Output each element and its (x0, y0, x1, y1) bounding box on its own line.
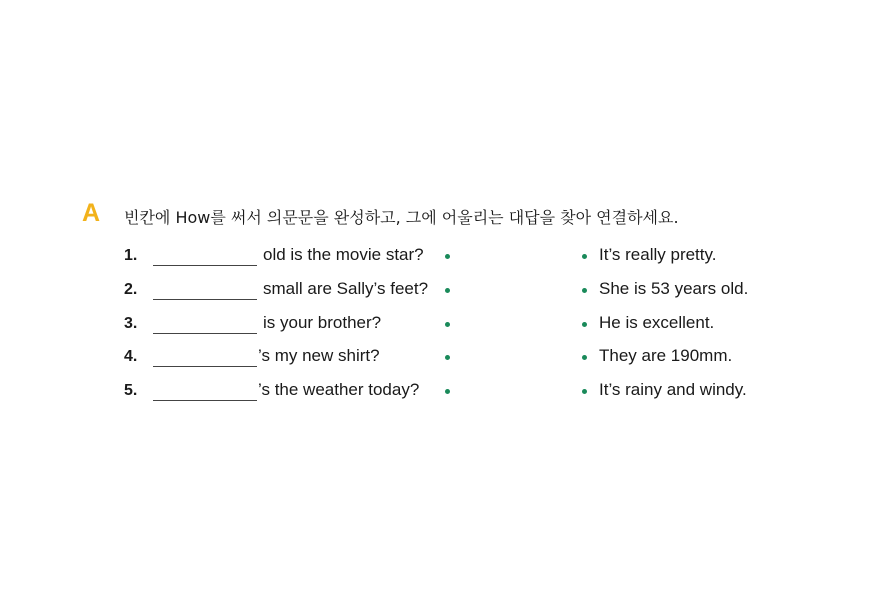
answer-blank[interactable] (153, 333, 257, 334)
question-match-dot[interactable] (445, 254, 450, 259)
answer-blank[interactable] (153, 299, 257, 300)
question-row-1 (0, 243, 873, 269)
answer-match-dot[interactable] (582, 389, 587, 394)
question-number: 3. (124, 315, 138, 332)
answer-blank[interactable] (153, 366, 257, 367)
question-text: small are Sally’s feet? (263, 279, 429, 298)
answer-match-dot[interactable] (582, 288, 587, 293)
answer-match-dot[interactable] (582, 254, 587, 259)
question-row-5 (0, 378, 873, 404)
answer-match-dot[interactable] (582, 322, 587, 327)
question-text: ’s my new shirt? (258, 346, 380, 365)
question-match-dot[interactable] (445, 288, 450, 293)
answer-text: It’s rainy and windy. (599, 380, 747, 399)
question-text: ’s the weather today? (258, 380, 420, 399)
answer-text: He is excellent. (599, 313, 715, 332)
question-number: 2. (124, 281, 138, 298)
question-match-dot[interactable] (445, 355, 450, 360)
answer-blank[interactable] (153, 265, 257, 266)
question-row-3 (0, 311, 873, 337)
question-number: 5. (124, 382, 138, 399)
question-number: 4. (124, 348, 138, 365)
question-text: is your brother? (263, 313, 382, 332)
instruction-text: 빈칸에 How를 써서 의문문을 완성하고, 그에 어울리는 대답을 찾아 연결하세요. (124, 208, 679, 227)
answer-text: They are 190mm. (599, 346, 733, 365)
answer-text: She is 53 years old. (599, 279, 749, 298)
answer-match-dot[interactable] (582, 355, 587, 360)
question-row-2 (0, 277, 873, 303)
question-text: old is the movie star? (263, 245, 424, 264)
question-number: 1. (124, 247, 138, 264)
answer-blank[interactable] (153, 400, 257, 401)
question-row-4 (0, 344, 873, 370)
section-letter: A (82, 199, 101, 227)
question-match-dot[interactable] (445, 322, 450, 327)
answer-text: It’s really pretty. (599, 245, 717, 264)
question-match-dot[interactable] (445, 389, 450, 394)
